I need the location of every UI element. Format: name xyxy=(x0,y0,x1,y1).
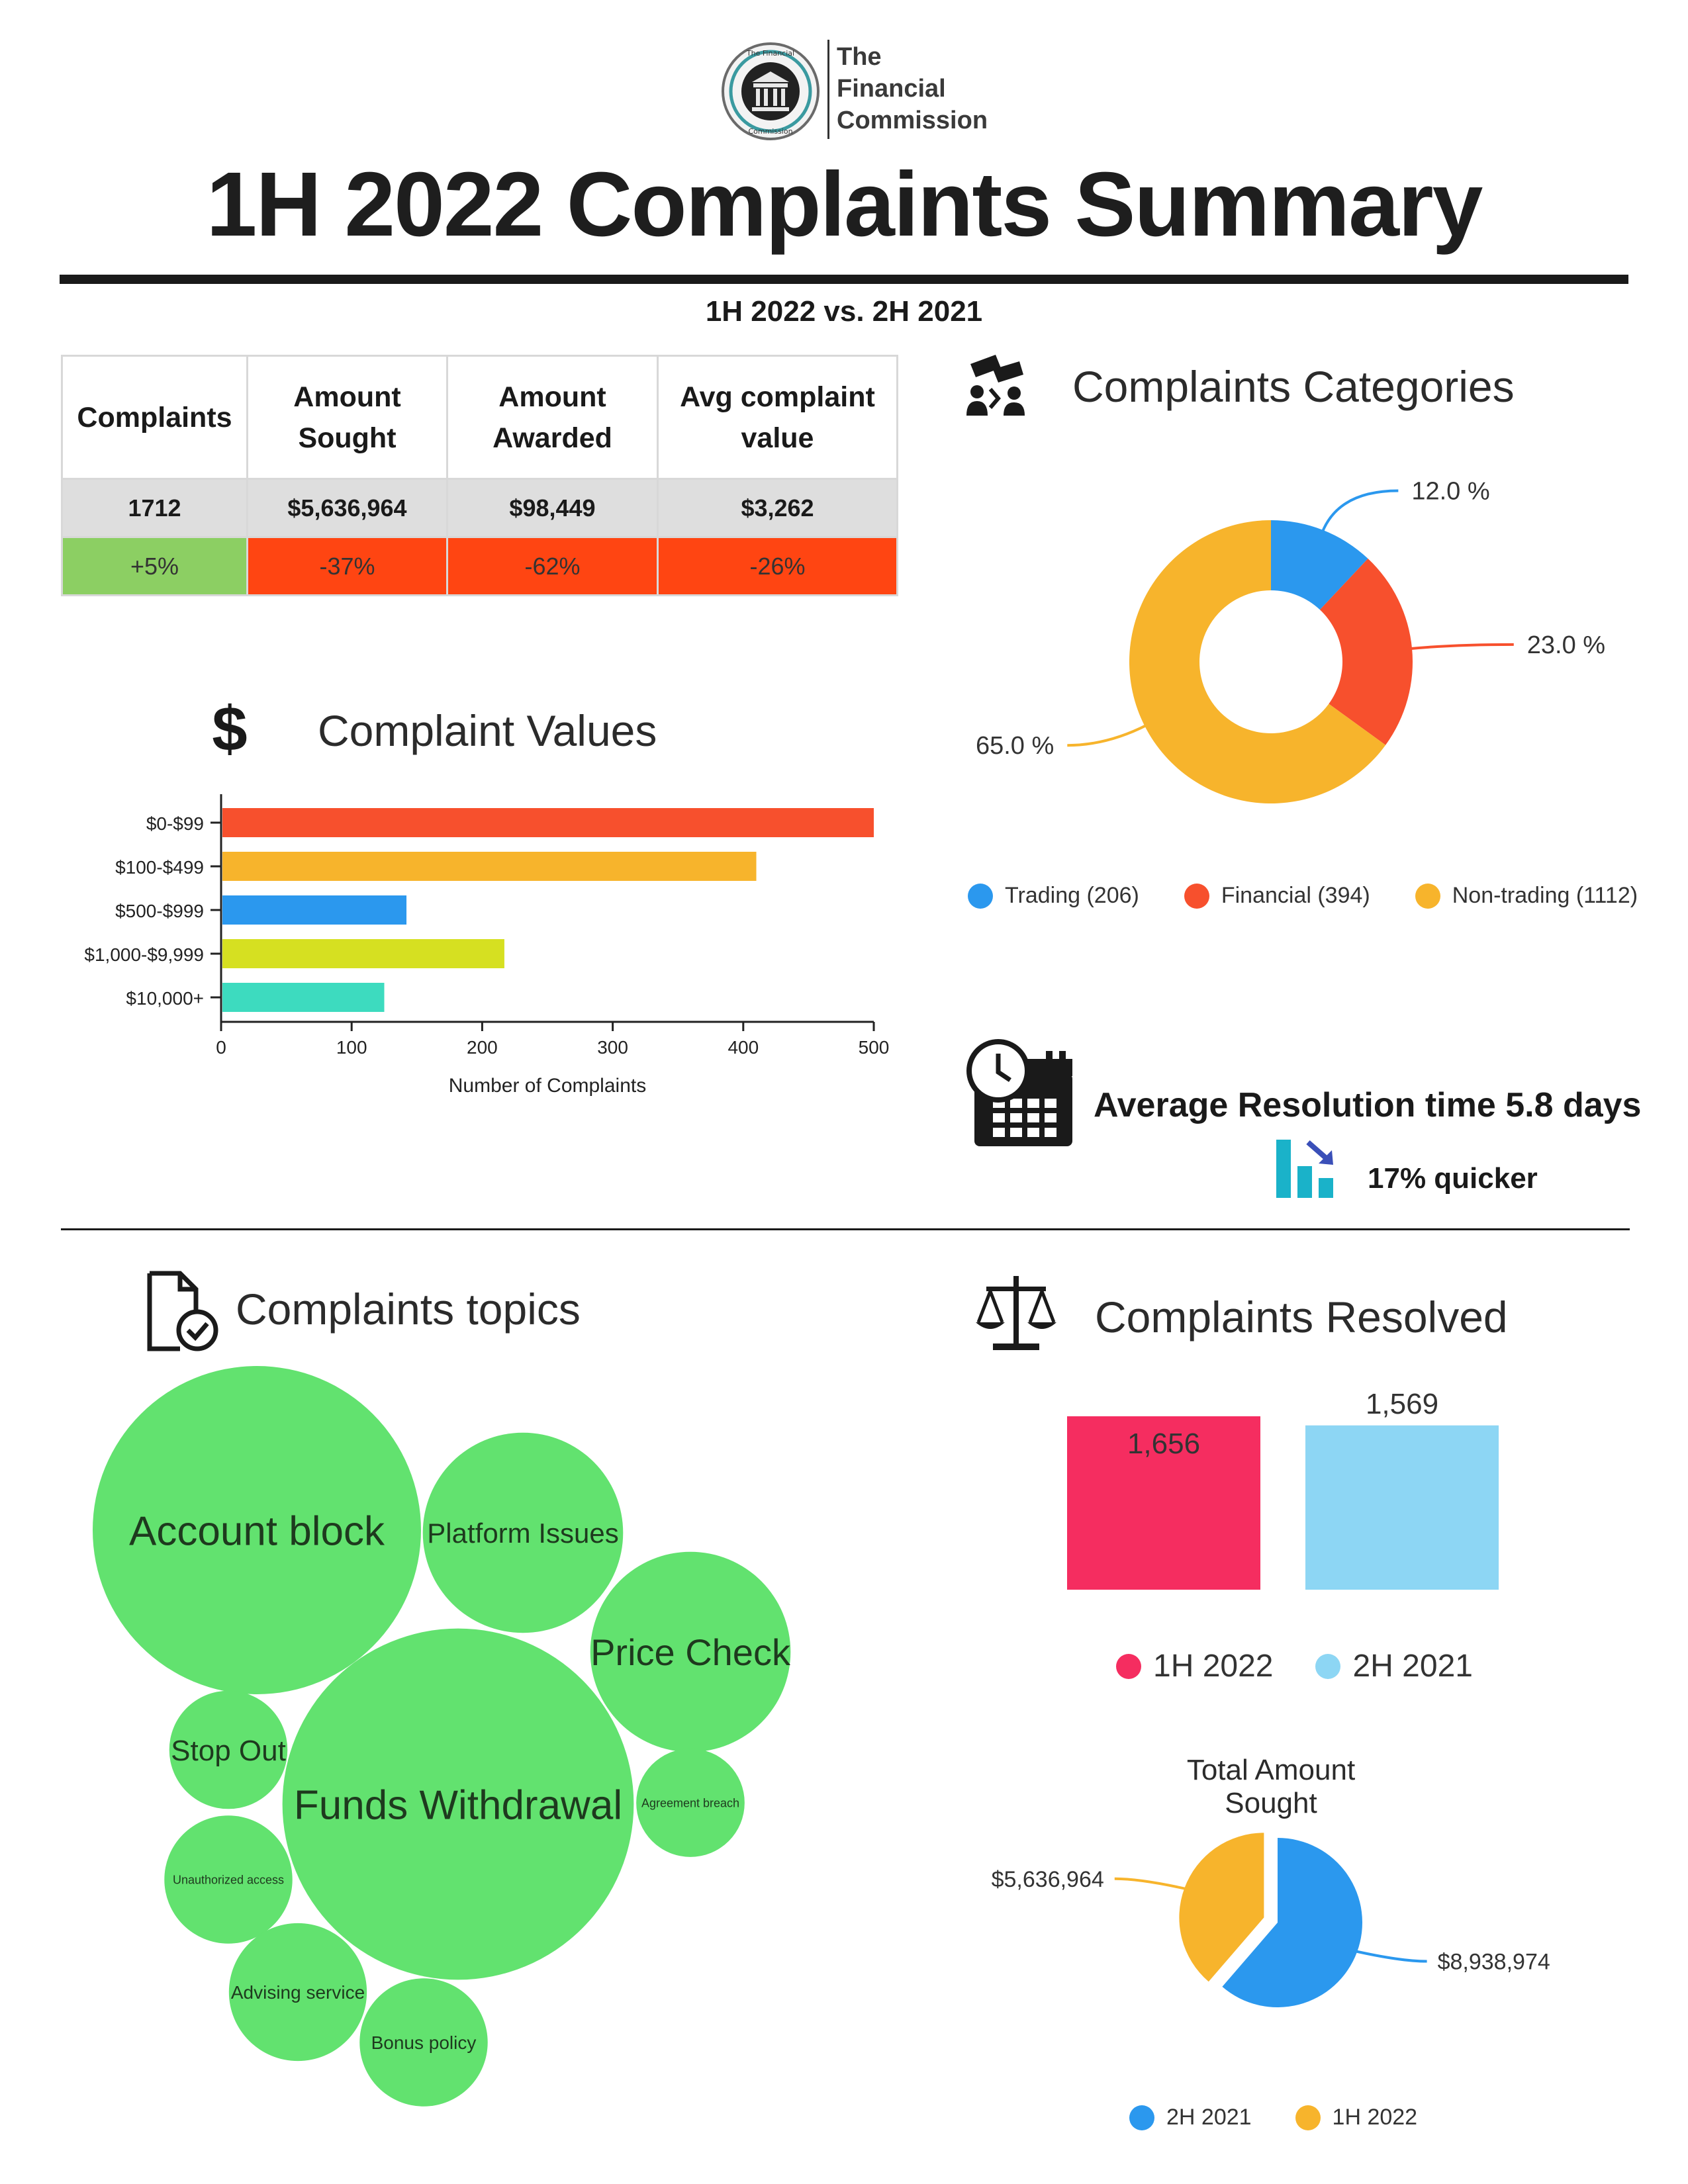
legend-trading-dot xyxy=(968,884,993,909)
summary-change-row xyxy=(62,537,898,596)
leader-non-trading xyxy=(1067,725,1147,745)
header-amount-awarded: Amount Awarded xyxy=(447,356,658,479)
bar-label-2h-2021: 1,569 xyxy=(1365,1387,1439,1420)
dollar-sign-icon xyxy=(207,695,253,761)
complaints-categories-title: Complaints Categories xyxy=(1072,362,1515,411)
x-axis-label: Number of Complaints xyxy=(448,1075,647,1097)
bar-100-499 xyxy=(222,852,757,881)
x-tick-label-200: 200 xyxy=(467,1037,498,1058)
resolution-change-text: 17% quicker xyxy=(1368,1162,1538,1195)
legend-sought-2h-2021-label: 2H 2021 xyxy=(1166,2105,1252,2130)
sought-legend xyxy=(1129,2105,1417,2130)
legend-sought-1h-2022 xyxy=(1295,2105,1418,2130)
complaint-values-chart xyxy=(53,785,914,1103)
logo-seal-bottom-text: Commission xyxy=(748,127,793,136)
calendar-clock-icon xyxy=(966,1039,1079,1150)
leader-1h-2022 xyxy=(1115,1879,1188,1889)
complaints-resolved-title: Complaints Resolved xyxy=(1095,1293,1508,1342)
section-divider xyxy=(61,1228,1630,1230)
document-check-icon xyxy=(146,1271,221,1353)
logo-text-line1: The xyxy=(837,43,882,71)
bubble-label-stop-out: Stop Out xyxy=(171,1734,286,1767)
y-tick-label-100-499: $100-$499 xyxy=(115,857,204,878)
bar-10-000 xyxy=(222,983,385,1012)
x-tick-label-500: 500 xyxy=(858,1037,890,1058)
logo-text-line2: Financial xyxy=(837,75,946,103)
categories-legend xyxy=(968,883,1638,909)
complaints-resolved-chart xyxy=(1033,1377,1536,1602)
x-tick-label-0: 0 xyxy=(216,1037,226,1058)
total-amount-sought-title: Total Amount Sought xyxy=(1186,1754,1356,1819)
x-tick-label-400: 400 xyxy=(727,1037,759,1058)
logo-seal xyxy=(720,41,821,142)
legend-sought-1h-2022-label: 1H 2022 xyxy=(1332,2105,1418,2130)
pct-label-trading: 12.0 % xyxy=(1411,477,1490,506)
legend-sought-1h-2022-dot xyxy=(1295,2105,1321,2130)
change-amount-awarded: -62% xyxy=(447,537,658,596)
logo-divider xyxy=(827,40,829,139)
legend-2h-2021-label: 2H 2021 xyxy=(1352,1649,1473,1684)
bubble-label-advising-service: Advising service xyxy=(230,1982,365,2003)
legend-sought-2h-2021-dot xyxy=(1129,2105,1154,2130)
logo-text-line3: Commission xyxy=(837,107,988,134)
leader-trading xyxy=(1322,491,1398,533)
header-complaints: Complaints xyxy=(62,356,248,479)
legend-financial xyxy=(1184,883,1370,909)
svg-text:$: $ xyxy=(212,695,248,761)
legend-2h-2021 xyxy=(1315,1648,1472,1684)
y-tick-label-1-000-9-999: $1,000-$9,999 xyxy=(84,944,204,965)
bar-500-999 xyxy=(222,895,406,925)
bubble-label-price-check: Price Check xyxy=(590,1631,790,1674)
bubble-label-account-block: Account block xyxy=(129,1508,385,1555)
value-complaints: 1712 xyxy=(62,479,248,537)
resolution-time-text: Average Resolution time 5.8 days xyxy=(1094,1086,1642,1124)
value-avg-value: $3,262 xyxy=(658,479,898,537)
bar-2h-2021 xyxy=(1305,1426,1499,1590)
value-amount-awarded: $98,449 xyxy=(447,479,658,537)
x-tick-label-300: 300 xyxy=(597,1037,628,1058)
complaint-values-title: Complaint Values xyxy=(318,706,657,755)
y-tick-label-0-99: $0-$99 xyxy=(146,813,204,834)
bar-1-000-9-999 xyxy=(222,939,504,968)
y-tick-label-10-000: $10,000+ xyxy=(126,988,204,1009)
summary-values-row xyxy=(62,479,898,537)
legend-sought-2h-2021 xyxy=(1129,2105,1252,2130)
bubble-label-funds-withdrawal: Funds Withdrawal xyxy=(293,1782,623,1829)
bubble-label-unauthorized-access: Unauthorized access xyxy=(172,1873,285,1887)
total-amount-sought-chart xyxy=(980,1813,1575,2032)
value-amount-sought: $5,636,964 xyxy=(248,479,447,537)
y-tick-label-500-999: $500-$999 xyxy=(115,901,204,921)
bubble-label-agreement-breach: Agreement breach xyxy=(641,1796,740,1810)
complaints-topics-chart xyxy=(0,1350,861,2144)
complaints-categories-chart xyxy=(953,450,1681,821)
bar-0-99 xyxy=(222,808,874,837)
change-complaints: +5% xyxy=(62,537,248,596)
legend-trading xyxy=(968,883,1139,909)
leader-financial xyxy=(1409,645,1514,649)
logo-seal-top-text: The Financial xyxy=(746,49,795,58)
header-avg-value: Avg complaint value xyxy=(658,356,898,479)
balance-scale-icon xyxy=(973,1269,1059,1355)
leader-2h-2021 xyxy=(1353,1951,1427,1962)
resolved-legend xyxy=(1116,1648,1473,1684)
comparison-caption: 1H 2022 vs. 2H 2021 xyxy=(705,295,983,328)
bubble-label-platform-issues: Platform Issues xyxy=(427,1518,619,1549)
header-amount-sought: Amount Sought xyxy=(248,356,447,479)
value-label-1h-2022: $5,636,964 xyxy=(991,1866,1104,1892)
legend-2h-2021-dot xyxy=(1315,1654,1340,1679)
change-avg-value: -26% xyxy=(658,537,898,596)
value-label-2h-2021: $8,938,974 xyxy=(1437,1949,1550,1975)
pct-label-non-trading: 65.0 % xyxy=(975,732,1055,760)
legend-1h-2022-dot xyxy=(1116,1654,1141,1679)
legend-1h-2022 xyxy=(1116,1648,1273,1684)
bar-label-1h-2022: 1,656 xyxy=(1127,1428,1201,1460)
pct-label-financial: 23.0 % xyxy=(1526,631,1606,659)
change-amount-sought: -37% xyxy=(248,537,447,596)
legend-1h-2022-label: 1H 2022 xyxy=(1153,1649,1274,1684)
summary-table xyxy=(61,355,898,596)
page-title: 1H 2022 Complaints Summary xyxy=(206,154,1482,255)
title-rule xyxy=(60,275,1628,284)
legend-non-trading-dot xyxy=(1415,884,1440,909)
summary-header-row xyxy=(62,356,898,479)
legend-trading-label: Trading (206) xyxy=(1005,883,1139,908)
legend-non-trading xyxy=(1415,883,1638,909)
people-debate-icon xyxy=(964,352,1027,418)
decreasing-bars-icon xyxy=(1276,1137,1342,1198)
complaints-topics-title: Complaints topics xyxy=(236,1285,581,1334)
x-tick-label-100: 100 xyxy=(336,1037,367,1058)
legend-financial-label: Financial (394) xyxy=(1221,883,1370,908)
legend-non-trading-label: Non-trading (1112) xyxy=(1452,883,1638,908)
legend-financial-dot xyxy=(1184,884,1209,909)
bubble-label-bonus-policy: Bonus policy xyxy=(371,2032,477,2054)
